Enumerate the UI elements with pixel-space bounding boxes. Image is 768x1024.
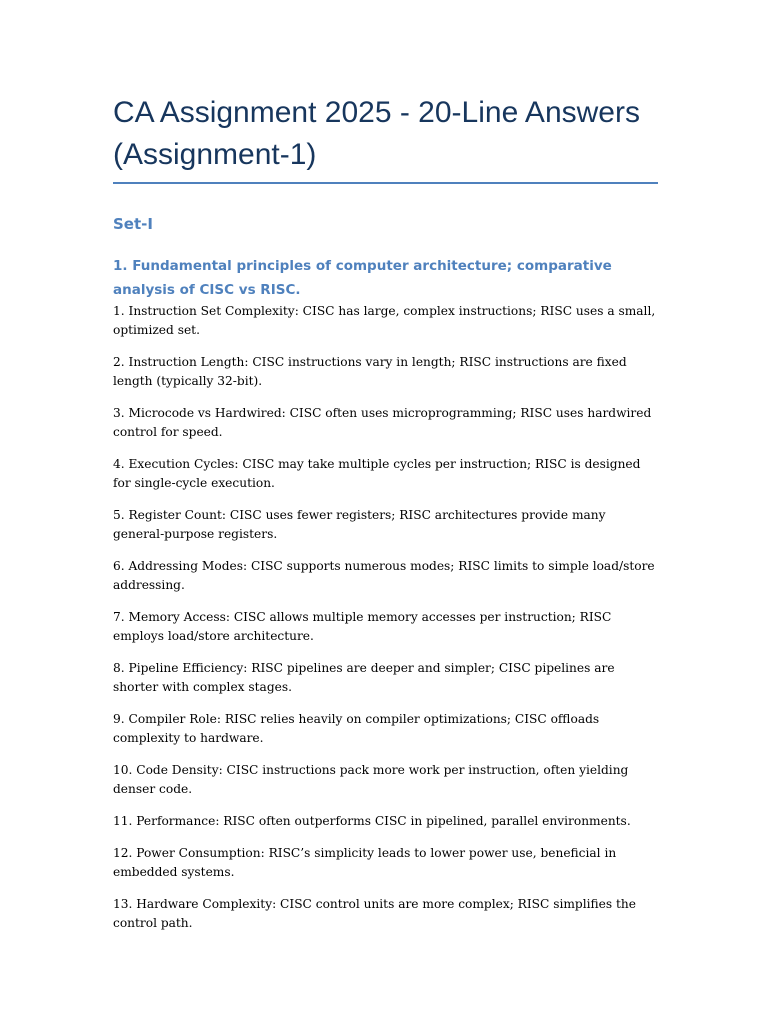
answer-item: 6. Addressing Modes: CISC supports numerous modes; RISC limits to simple load/store addressing. [113, 559, 655, 592]
answer-item: 5. Register Count: CISC uses fewer registers; RISC architectures provide many general-purpose registers. [113, 508, 606, 541]
answer-item: 12. Power Consumption: RISC’s simplicity leads to lower power use, beneficial in embedded systems. [113, 846, 617, 879]
answer-item: 7. Memory Access: CISC allows multiple memory accesses per instruction; RISC employs load/store architecture. [113, 610, 612, 643]
answer-item: 10. Code Density: CISC instructions pack more work per instruction, often yielding denser code. [113, 763, 629, 796]
answer-item: 4. Execution Cycles: CISC may take multiple cycles per instruction; RISC is designed for single-cycle execution. [113, 457, 641, 490]
answer-item: 11. Performance: RISC often outperforms CISC in pipelined, parallel environments. [113, 814, 631, 828]
question-heading: 1. Fundamental principles of computer architecture; comparative analysis of CISC vs RISC. [113, 258, 612, 298]
answer-item: 13. Hardware Complexity: CISC control units are more complex; RISC simplifies the control path. [113, 897, 636, 930]
answer-item: 1. Instruction Set Complexity: CISC has large, complex instructions; RISC uses a small, optimized set. [113, 304, 656, 337]
answer-item: 8. Pipeline Efficiency: RISC pipelines are deeper and simpler; CISC pipelines are shorter with complex stages. [113, 661, 615, 694]
answer-item: 3. Microcode vs Hardwired: CISC often uses microprogramming; RISC uses hardwired control for speed. [113, 406, 652, 439]
answer-item: 2. Instruction Length: CISC instructions vary in length; RISC instructions are fixed length (typically 32-bit). [113, 355, 627, 388]
document-page [113, 92, 658, 946]
answer-list [113, 302, 658, 933]
answer-item: 9. Compiler Role: RISC relies heavily on compiler optimizations; CISC offloads complexity to hardware. [113, 712, 600, 745]
document-title: CA Assignment 2025 - 20-Line Answers (Assignment-1) [113, 92, 658, 184]
set-heading: Set-I [113, 215, 153, 233]
